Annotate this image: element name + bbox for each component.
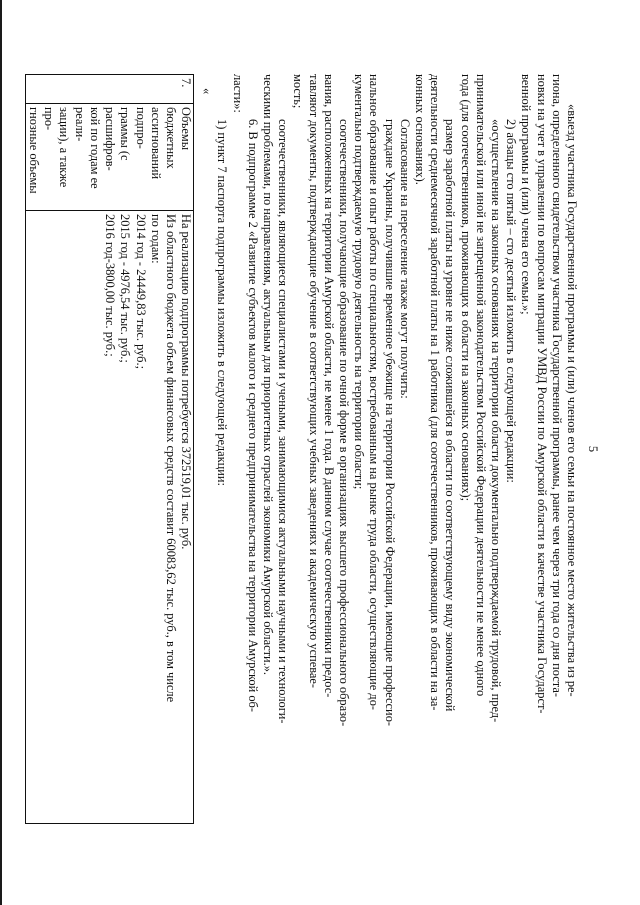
- paragraph-line: гиона, определенного свидетельством участника Государственной программы, ранее чем через три года со дня поста-: [549, 74, 564, 697]
- value-line: На реализацию подпрограммы потребуется 372519,01 тыс. руб.: [179, 214, 194, 550]
- label-line: Объемы бюджетных: [163, 107, 194, 169]
- value-line: 2016 год-3800,00 тыс. руб.;: [103, 214, 118, 357]
- value-line: Из областного бюджета объем финансовых средств составит 60083,62 тыс. руб., в том числе: [163, 214, 178, 703]
- paragraph-line: Согласование на переселение также могут получить:: [397, 119, 412, 399]
- paragraph-line: тавляют документы, подтверждающие обучение в соответствующих учебных заведениях и академическую успевае-: [306, 74, 321, 689]
- paragraph: [260, 74, 290, 824]
- paragraph: [214, 74, 229, 824]
- value-line: по годам:: [148, 214, 163, 264]
- paragraph-line: «осуществление на законных основаниях на территории области документально подтверждаемой трудовой, пред-: [488, 119, 503, 723]
- paragraph-line: конных основаниях).: [412, 74, 427, 185]
- label-line: граммы (с расшифров-: [103, 107, 133, 171]
- paragraph: [290, 74, 351, 824]
- label-line: зации), а также про-: [42, 107, 72, 188]
- paragraph-line: 6. В подпрограмме 2 «Развитие субъектов малого и среднего предпринимательства на территории Амурской об-: [245, 119, 260, 712]
- paragraph: [351, 74, 397, 824]
- value-line: 2015 год - 4976,54 тыс. руб.;: [118, 214, 133, 363]
- paragraph-line: венной программы и (или) члена его семьи.»;: [519, 74, 534, 315]
- paragraph: [503, 74, 518, 824]
- label-line: кой по годам ее реали-: [72, 107, 102, 189]
- paragraph-line: 1) пункт 7 паспорта подпрограммы изложить в следующей редакции:: [215, 119, 230, 486]
- paragraph: [397, 74, 412, 824]
- paragraph-line: размер заработной платы на уровне не ниже сложившейся в области по соответствующему виду экономической: [443, 119, 458, 712]
- value-line: 2014 год - 24449,83 тыс. руб.;: [133, 214, 148, 370]
- paragraph-line: года (для соотечественников, проживающих в области на законных основаниях);: [458, 74, 473, 502]
- paragraph-line: принимательской или иной не запрещенной законодательством Российской Федерации деятельности не менее одного: [473, 74, 488, 697]
- paragraph-line: соотечественники, являющиеся специалистами и учеными, занимающимися актуальными научными и технологи-: [276, 119, 291, 724]
- paragraph-line: мость;: [291, 74, 306, 109]
- table-row: [25, 75, 193, 824]
- paragraph-line: нальное образование и опыт работы по специальностям, востребованным на рынке труда области, осуществляющие до-: [367, 74, 382, 711]
- paragraph: [412, 74, 458, 824]
- paragraph: [518, 74, 579, 824]
- row-number: 7.: [25, 75, 193, 104]
- paragraph-line: «выезд участника Государственной программы и (или) членов его семьи на постоянное место жительства из ре-: [565, 104, 579, 697]
- paragraph-line: новки на учет в управлении по вопросам миграции УМВД России по Амурской области в качестве участника Государст-: [534, 74, 549, 714]
- passport-table: [25, 74, 194, 824]
- document-body: [214, 74, 579, 824]
- label-line: гнозные объемы: [27, 107, 42, 194]
- paragraph-line: вания, расположенных на территории Амурской области, не менее 1 года. В данном случае соотечественники предос-: [321, 74, 336, 698]
- paragraph-line: 2) абзацы сто пятый – сто десятый изложить в следующей редакции:: [504, 119, 519, 483]
- paragraph: [229, 74, 259, 824]
- open-quote: «: [200, 88, 215, 95]
- paragraph-line: граждане Украины, получившие временное убежище на территории Российской Федерации, имеющие профессио-: [382, 119, 397, 727]
- row-label: [25, 104, 193, 211]
- paragraph-line: соотечественники, получающие образование по очной форме в организациях высшего профессионального образо-: [336, 119, 351, 727]
- rotated-document-page: [27, 52, 600, 852]
- paragraph: [457, 74, 503, 824]
- paragraph-line: ческими проблемами, по направлениям, актуальным для приоритетных отраслей экономики Амурской области.».: [260, 74, 275, 676]
- page-number: 5: [586, 445, 600, 453]
- row-value: [25, 211, 193, 824]
- paragraph-line: кументально подтверждаемую трудовую деятельность на территории области;: [352, 74, 367, 490]
- paragraph-line: ласти»:: [230, 74, 245, 113]
- quote-row: [200, 74, 214, 824]
- label-line: ассигнований подпро-: [133, 107, 163, 180]
- paragraph-line: деятельности среднемесячной заработной платы на 1 работника (для соотечественников, проживающих в области на за-: [428, 74, 443, 711]
